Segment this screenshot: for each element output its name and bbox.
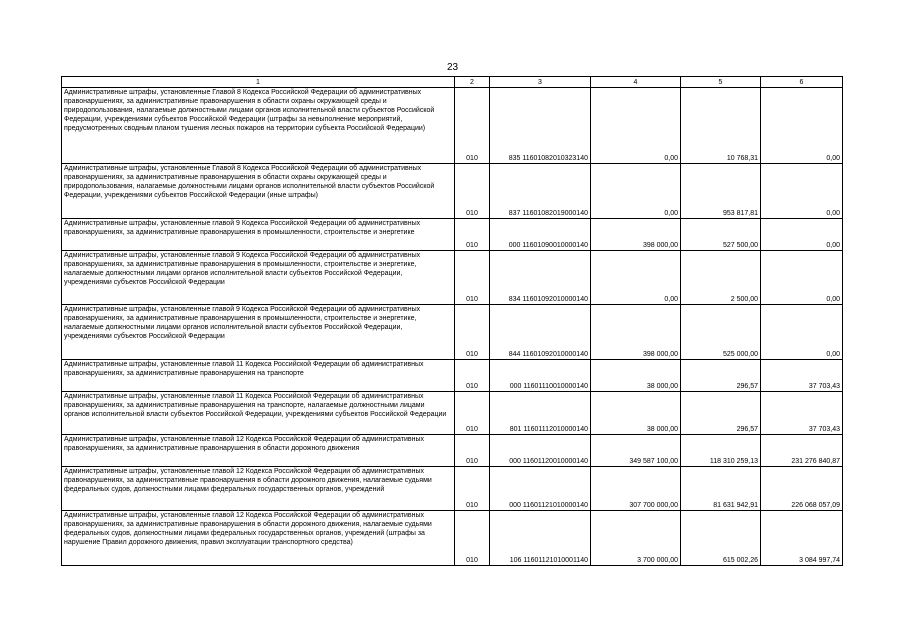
- executed-amount-cell: 527 500,00: [681, 219, 761, 251]
- budget-code-cell: 837 11601082019000140: [490, 164, 591, 219]
- header-cell: 3: [490, 77, 591, 88]
- line-code-cell: 010: [455, 360, 490, 392]
- line-code-cell: 010: [455, 467, 490, 511]
- unexecuted-amount-cell: 0,00: [761, 88, 843, 164]
- unexecuted-amount-cell: 226 068 057,09: [761, 467, 843, 511]
- executed-amount-cell: 10 768,31: [681, 88, 761, 164]
- table-row: [62, 164, 843, 219]
- header-cell: 2: [455, 77, 490, 88]
- line-code-cell: 010: [455, 219, 490, 251]
- header-cell: 5: [681, 77, 761, 88]
- income-name-cell: Административные штрафы, установленные главой 11 Кодекса Российской Федерации об административных правонарушениях, за административные правонарушения на транспорте: [62, 360, 455, 392]
- table-row: [62, 360, 843, 392]
- budget-table: [61, 76, 843, 566]
- table-row: [62, 251, 843, 305]
- line-code-cell: 010: [455, 164, 490, 219]
- line-code-cell: 010: [455, 305, 490, 360]
- approved-amount-cell: 38 000,00: [591, 360, 681, 392]
- header-row: [62, 77, 843, 88]
- income-name-cell: Административные штрафы, установленные главой 12 Кодекса Российской Федерации об административных правонарушениях, за административные правонарушения в области дорожного движения: [62, 435, 455, 467]
- approved-amount-cell: 3 700 000,00: [591, 511, 681, 566]
- budget-code-cell: 835 11601082010323140: [490, 88, 591, 164]
- line-code-cell: 010: [455, 511, 490, 566]
- executed-amount-cell: 296,57: [681, 392, 761, 435]
- executed-amount-cell: 953 817,81: [681, 164, 761, 219]
- table-row: [62, 392, 843, 435]
- income-name-cell: Административные штрафы, установленные главой 9 Кодекса Российской Федерации об административных правонарушениях, за административные правонарушения в промышленности, строительстве и энергетике, налагаемые должностными лицами органов исполнительной власти субъектов Российской Федерации, учреждениями субъектов Российской Федерации: [62, 251, 455, 305]
- approved-amount-cell: 0,00: [591, 164, 681, 219]
- executed-amount-cell: 615 002,26: [681, 511, 761, 566]
- unexecuted-amount-cell: 0,00: [761, 164, 843, 219]
- income-name-cell: Административные штрафы, установленные Главой 8 Кодекса Российской Федерации об административных правонарушениях, за административные правонарушения в области охраны окружающей среды и природопользования, налагаемые должностными лицами органов исполнительной власти субъектов Российской Федерации, учреждениями субъектов Российской Федерации (иные штрафы): [62, 164, 455, 219]
- header-cell: 4: [591, 77, 681, 88]
- income-name-cell: Административные штрафы, установленные главой 9 Кодекса Российской Федерации об административных правонарушениях, за административные правонарушения в промышленности, строительстве и энергетике: [62, 219, 455, 251]
- table-row: [62, 88, 843, 164]
- budget-code-cell: 834 11601092010000140: [490, 251, 591, 305]
- unexecuted-amount-cell: 231 276 840,87: [761, 435, 843, 467]
- table-row: [62, 305, 843, 360]
- unexecuted-amount-cell: 0,00: [761, 219, 843, 251]
- approved-amount-cell: 349 587 100,00: [591, 435, 681, 467]
- table-row: [62, 435, 843, 467]
- income-name-cell: Административные штрафы, установленные главой 9 Кодекса Российской Федерации об административных правонарушениях, за административные правонарушения в промышленности, строительстве и энергетике, налагаемые должностными лицами органов исполнительной власти субъектов Российской Федерации, учреждениями субъектов Российской Федерации: [62, 305, 455, 360]
- executed-amount-cell: 118 310 259,13: [681, 435, 761, 467]
- executed-amount-cell: 81 631 942,91: [681, 467, 761, 511]
- approved-amount-cell: 0,00: [591, 88, 681, 164]
- approved-amount-cell: 0,00: [591, 251, 681, 305]
- income-name-cell: Административные штрафы, установленные главой 12 Кодекса Российской Федерации об административных правонарушениях, за административные правонарушения в области дорожного движения, налагаемые судьями федеральных судов, должностными лицами федеральных государственных органов, учреждений (штрафы за нарушение Правил дорожного движения, правил эксплуатации транспортного средства): [62, 511, 455, 566]
- budget-code-cell: 844 11601092010000140: [490, 305, 591, 360]
- header-cell: 1: [62, 77, 455, 88]
- approved-amount-cell: 307 700 000,00: [591, 467, 681, 511]
- income-name-cell: Административные штрафы, установленные главой 12 Кодекса Российской Федерации об административных правонарушениях, за административные правонарушения в области дорожного движения, налагаемые судьями федеральных судов, должностными лицами федеральных государственных органов, учреждений: [62, 467, 455, 511]
- budget-code-cell: 000 11601110010000140: [490, 360, 591, 392]
- table-row: [62, 511, 843, 566]
- budget-code-cell: 106 11601121010001140: [490, 511, 591, 566]
- unexecuted-amount-cell: 37 703,43: [761, 392, 843, 435]
- approved-amount-cell: 398 000,00: [591, 305, 681, 360]
- budget-code-cell: 000 11601120010000140: [490, 435, 591, 467]
- unexecuted-amount-cell: 0,00: [761, 305, 843, 360]
- executed-amount-cell: 525 000,00: [681, 305, 761, 360]
- approved-amount-cell: 38 000,00: [591, 392, 681, 435]
- header-cell: 6: [761, 77, 843, 88]
- unexecuted-amount-cell: 3 084 997,74: [761, 511, 843, 566]
- income-name-cell: Административные штрафы, установленные главой 11 Кодекса Российской Федерации об административных правонарушениях, за административные правонарушения на транспорте, налагаемые должностными лицами органов исполнительной власти субъектов Российской Федерации, учреждениями субъектов Российской Федерации: [62, 392, 455, 435]
- line-code-cell: 010: [455, 435, 490, 467]
- table-row: [62, 467, 843, 511]
- approved-amount-cell: 398 000,00: [591, 219, 681, 251]
- line-code-cell: 010: [455, 251, 490, 305]
- line-code-cell: 010: [455, 392, 490, 435]
- executed-amount-cell: 2 500,00: [681, 251, 761, 305]
- page-number: 23: [446, 62, 459, 73]
- unexecuted-amount-cell: 0,00: [761, 251, 843, 305]
- unexecuted-amount-cell: 37 703,43: [761, 360, 843, 392]
- budget-code-cell: 000 11601121010000140: [490, 467, 591, 511]
- line-code-cell: 010: [455, 88, 490, 164]
- budget-code-cell: 801 11601112010000140: [490, 392, 591, 435]
- table-row: [62, 219, 843, 251]
- budget-code-cell: 000 11601090010000140: [490, 219, 591, 251]
- income-name-cell: Административные штрафы, установленные Главой 8 Кодекса Российской Федерации об административных правонарушениях, за административные правонарушения в области охраны окружающей среды и природопользования, налагаемые должностными лицами органов исполнительной власти субъектов Российской Федерации, учреждениями субъектов Российской Федерации (штрафы за невыполнение мероприятий, предусмотренных сводным планом тушения лесных пожаров на территории субъекта Российской Федерации): [62, 88, 455, 164]
- executed-amount-cell: 296,57: [681, 360, 761, 392]
